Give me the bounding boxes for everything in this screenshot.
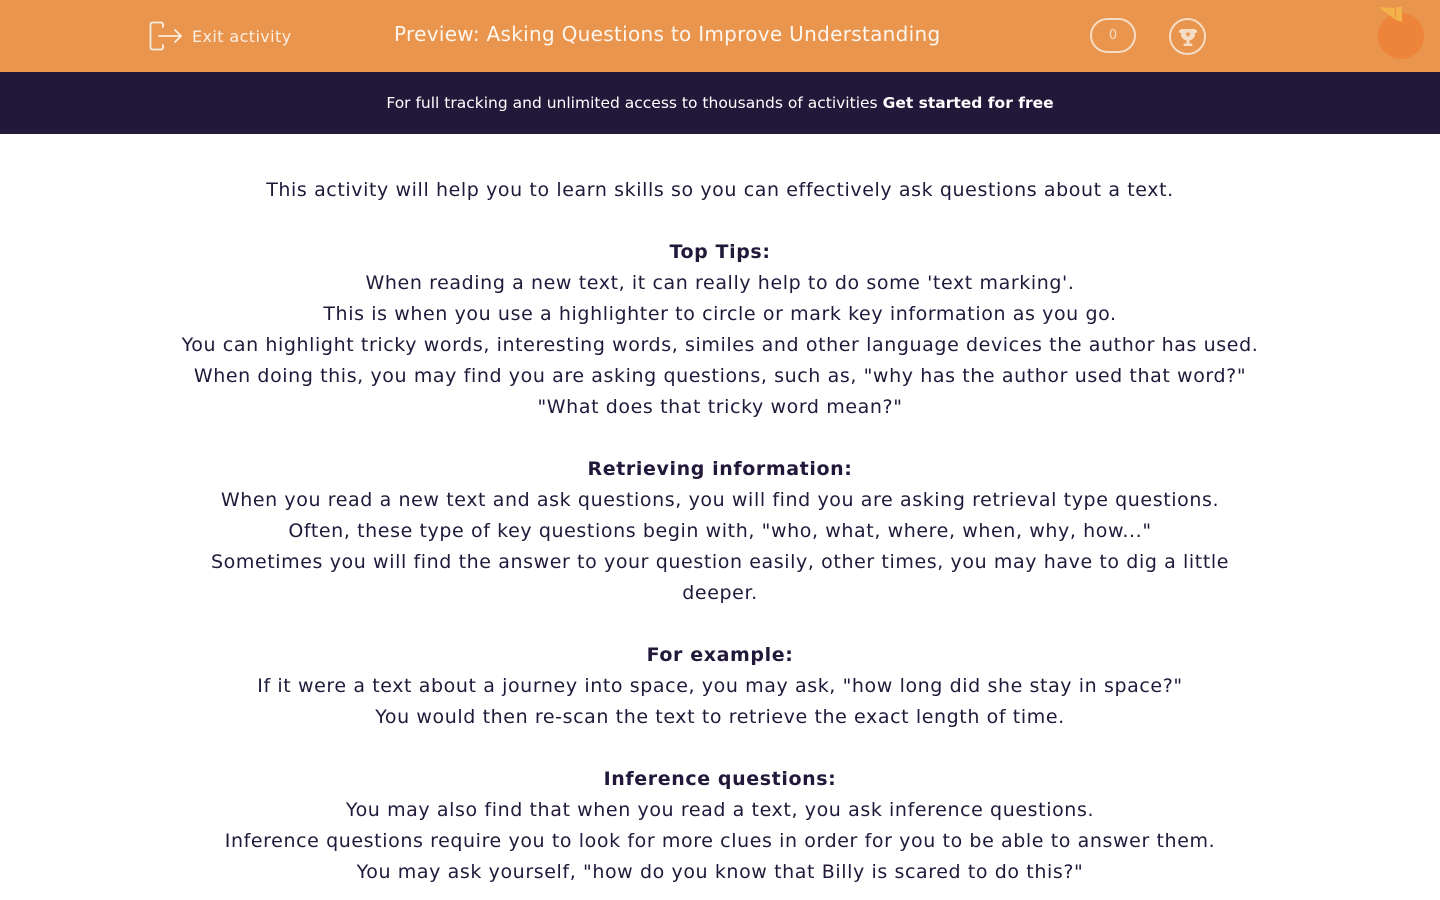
paragraph-line: When you read a new text and ask questions, you will find you are asking retrieval type questions. bbox=[220, 489, 1220, 511]
paragraph-line: You can highlight tricky words, interesting words, similes and other language devices the author has used. bbox=[181, 334, 1259, 356]
promo-text: For full tracking and unlimited access to thousands of activities bbox=[386, 94, 878, 112]
orange-fruit-logo bbox=[1374, 4, 1430, 60]
score-counter bbox=[1090, 18, 1136, 53]
intro-text: This activity will help you to learn skills so you can effectively ask questions about a text. bbox=[266, 179, 1174, 201]
exit-icon bbox=[149, 21, 183, 51]
paragraph-line: When doing this, you may find you are asking questions, such as, "why has the author used that word?" "What does that tricky word mean?" bbox=[193, 365, 1247, 418]
get-started-link[interactable]: Get started for free bbox=[882, 94, 1054, 112]
exit-activity-label: Exit activity bbox=[192, 26, 292, 46]
top-header bbox=[0, 0, 1440, 72]
spacer bbox=[170, 423, 1270, 454]
section-heading-retrieving: Retrieving information: bbox=[587, 458, 853, 480]
activity-intro-content bbox=[170, 175, 1270, 888]
paragraph-line: You would then re-scan the text to retrieve the exact length of time. bbox=[375, 706, 1065, 728]
paragraph-line: This is when you use a highlighter to circle or mark key information as you go. bbox=[323, 303, 1117, 325]
promo-banner bbox=[0, 72, 1440, 134]
section-heading-top-tips: Top Tips: bbox=[669, 241, 771, 263]
trophy-icon bbox=[1177, 26, 1199, 48]
spacer bbox=[170, 609, 1270, 640]
spacer bbox=[170, 206, 1270, 237]
paragraph-line: Sometimes you will find the answer to your question easily, other times, you may have to dig a little deeper. bbox=[210, 551, 1230, 604]
paragraph-line: When reading a new text, it can really help to do some 'text marking'. bbox=[365, 272, 1075, 294]
spacer bbox=[170, 733, 1270, 764]
score-value: 0 bbox=[1108, 28, 1118, 43]
paragraph-line: Often, these type of key questions begin with, "who, what, where, when, why, how..." bbox=[288, 520, 1152, 542]
paragraph-line: Inference questions require you to look for more clues in order for you to be able to answer them. bbox=[224, 830, 1216, 852]
section-heading-inference: Inference questions: bbox=[603, 768, 837, 790]
paragraph-line: You may ask yourself, "how do you know that Billy is scared to do this?" bbox=[356, 861, 1084, 883]
paragraph-line: If it were a text about a journey into space, you may ask, "how long did she stay in space?" bbox=[257, 675, 1183, 697]
trophy-button[interactable] bbox=[1169, 18, 1206, 55]
section-heading-for-example: For example: bbox=[646, 644, 794, 666]
paragraph-line: You may also find that when you read a text, you ask inference questions. bbox=[345, 799, 1095, 821]
page-title: Preview: Asking Questions to Improve Understanding bbox=[394, 22, 941, 46]
exit-activity-button[interactable] bbox=[149, 20, 292, 52]
